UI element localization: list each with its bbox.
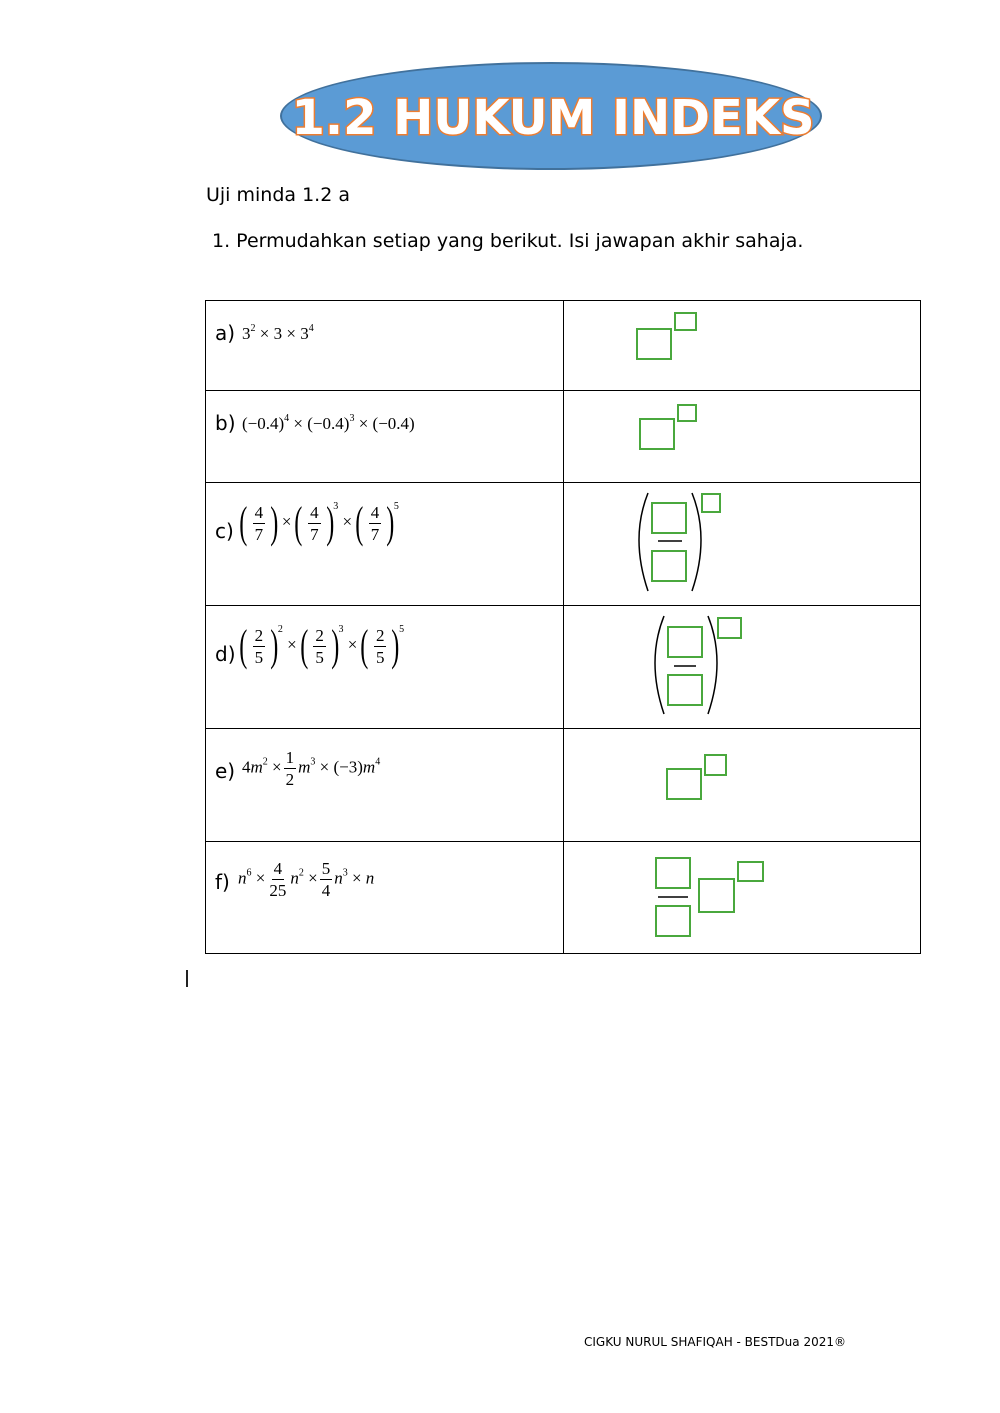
- answer-box-denominator-c[interactable]: [652, 551, 686, 581]
- answer-box-index-a[interactable]: [675, 313, 696, 330]
- footer-credit: CIGKU NURUL SHAFIQAH - BESTDua 2021®: [584, 1335, 846, 1349]
- answer-box-index-c[interactable]: [702, 494, 720, 512]
- expression-e: $4m^2$ × $\frac{1}{2}$ $m^3 \times (-3)m^4$: [242, 748, 381, 789]
- exercise-subtitle: Uji minda 1.2 a: [206, 184, 350, 206]
- answer-boxes-d: [564, 606, 921, 729]
- answer-boxes-f: [564, 842, 921, 954]
- title-banner: [280, 62, 822, 170]
- table-row: [206, 729, 921, 842]
- answer-box-base-b[interactable]: [640, 419, 674, 449]
- question-cell-c: [206, 483, 564, 606]
- answer-cell-f: [563, 842, 921, 954]
- answer-box-numerator-f[interactable]: [656, 858, 690, 888]
- question-label-a: a): [215, 321, 236, 345]
- answer-box-base-e[interactable]: [667, 769, 701, 799]
- question-label-f: f): [215, 870, 230, 894]
- answer-box-index-b[interactable]: [678, 405, 696, 421]
- answer-boxes-c: [564, 483, 921, 606]
- question-label-b: b): [215, 411, 236, 435]
- answer-box-base-f[interactable]: [699, 879, 734, 912]
- table-row: [206, 483, 921, 606]
- instruction-text: 1. Permudahkan setiap yang berikut. Isi jawapan akhir sahaja.: [212, 230, 804, 252]
- answer-box-denominator-f[interactable]: [656, 906, 690, 936]
- answer-boxes-a: [564, 301, 921, 391]
- answer-cell-a: [563, 301, 921, 391]
- question-label-e: e): [215, 759, 236, 783]
- expression-a: $3^2 \times 3 \times 3^4$: [242, 323, 314, 343]
- question-label-c: c): [215, 519, 234, 543]
- answer-box-numerator-c[interactable]: [652, 503, 686, 533]
- answer-cell-b: [563, 391, 921, 483]
- answer-boxes-b: [564, 391, 921, 483]
- table-row: [206, 301, 921, 391]
- question-cell-e: [206, 729, 564, 842]
- expression-d: ( $\frac{2}{5}$ ) $^2$ × ( $\frac{2}{5}$ ) $^3$ × ( $\frac{2}{5}$ ) $^5$: [239, 621, 405, 670]
- question-cell-b: [206, 391, 564, 483]
- question-cell-f: [206, 842, 564, 954]
- answer-box-index-e[interactable]: [705, 755, 726, 775]
- answer-box-index-f[interactable]: [738, 862, 763, 881]
- title-text-graphic: [282, 64, 824, 172]
- table-row: [206, 606, 921, 729]
- question-table: [205, 300, 921, 954]
- expression-c: ( $\frac{4}{7}$ ) × ( $\frac{4}{7}$ ) $^3$ × ( $\frac{4}{7}$ ) $^5$: [239, 498, 399, 547]
- answer-box-base-a[interactable]: [637, 329, 671, 359]
- page-title: 1.2 HUKUM INDEKS: [291, 90, 815, 146]
- question-cell-d: [206, 606, 564, 729]
- answer-boxes-e: [564, 729, 921, 842]
- answer-box-index-d[interactable]: [718, 618, 741, 638]
- question-cell-a: [206, 301, 564, 391]
- answer-cell-e: [563, 729, 921, 842]
- answer-cell-c: [563, 483, 921, 606]
- question-label-d: d): [215, 642, 236, 666]
- answer-box-numerator-d[interactable]: [668, 627, 702, 657]
- text-cursor: [186, 970, 188, 987]
- answer-cell-d: [563, 606, 921, 729]
- table-row: [206, 842, 921, 954]
- expression-f: $n^6$ × $\frac{4}{25}$ $n^2$ × $\frac{5}{4}$ $n^3 \times n$: [238, 859, 375, 900]
- answer-box-denominator-d[interactable]: [668, 675, 702, 705]
- table-row: [206, 391, 921, 483]
- expression-b: $(-0.4)^4 \times (-0.4)^3 \times (-0.4)$: [242, 413, 415, 433]
